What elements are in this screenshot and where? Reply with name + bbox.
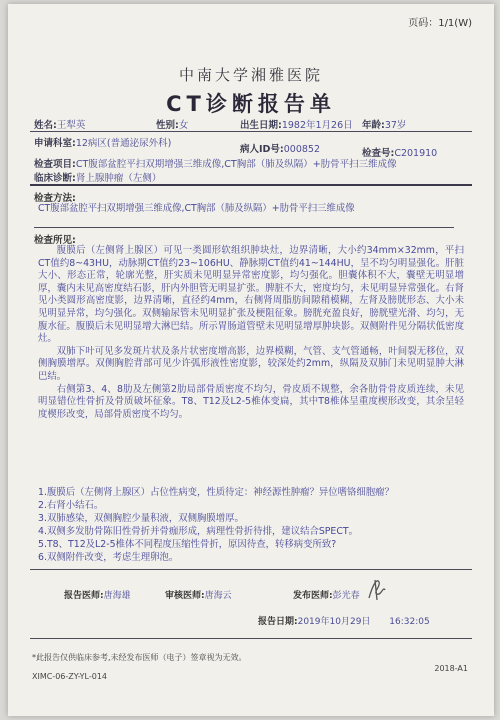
form-code: XIMC-06-ZY-YL-014 [32,672,107,681]
publish-doctor: 彭光春 [332,591,360,601]
diagnosis-label: 临床诊断: [34,173,76,184]
report-date-row [258,614,430,627]
report-doctor: 唐海雄 [103,591,131,601]
divider [30,638,472,639]
clinical-diagnosis: 肾上腺肿瘤（左侧） [75,173,162,184]
findings-text [38,245,464,421]
conclusion-item: 2.右肾小结石。 [38,500,104,511]
review-doctor: 唐海云 [204,591,232,601]
divider [30,569,472,570]
pid-label: 病人ID号: [240,144,284,155]
diagnosis-row [34,170,161,184]
hospital-name: 中南大学湘雅医院 [178,66,323,84]
pid-row [240,141,320,155]
divider-thick [30,184,472,186]
report-date: 2019年10月29日 [297,617,371,627]
patient-age-row [362,117,406,131]
divider [34,227,454,228]
report-date-label: 报告日期: [258,617,298,627]
conclusion-item: 3.双肺感染，双侧胸腔少量积液，双侧胸膜增厚。 [38,513,244,524]
conclusion-list [38,486,464,564]
patient-age: 37岁 [384,120,407,131]
findings-paragraph-abdomen: 腹膜后（左侧肾上腺区）可见一类圆形软组织肿块灶，边界清晰，大小约34mm×32mm，平扫CT值约8~43HU，动脉期CT值约23~106HU、静脉期CT值约41~144HU，呈不均匀明显强化。肝脏大小、形态正常，轮廓光整，肝实质未见明显异常密度影，均匀强化。胆囊体积不大，囊壁无明显增厚，囊内未见高密度结石影，肝内外胆管无明显扩张。脾脏不大，密度均匀，未见明显异常强化。右肾见小类圆形高密度影，边界清晰，直径约4mm，右侧肾周脂肪间隙稍模糊，左肾及膀胱形态、大小未见明显异常，均匀强化。双侧输尿管未见明显扩张及梗阻征象。膀胱充盈良好，膀胱壁光滑、均匀，无腹水征。腹膜后未见明显增大淋巴结。所示胃肠道管壁未见明显增厚肿块影。双侧附件见分隔状低密度灶。 [38,245,464,345]
handwritten-signature-icon [365,574,389,604]
disclaimer-note: *此报告仅供临床参考,未经发布医师（电子）签章视为无效。 [32,653,247,662]
sex-label: 性别: [156,120,179,131]
conclusion-item: 6.双侧附件改变，考虑生理卵泡。 [38,552,179,563]
publish-doctor-label: 发布医师: [293,591,333,601]
check-no-label: 检查号: [362,148,395,159]
items-row [34,156,397,170]
items-label: 检查项目: [34,159,76,170]
findings-paragraph-chest: 双肺下叶可见多发斑片状及条片状密度增高影，边界模糊，气管、支气管通畅，叶间裂无移位，双侧胸膜增厚。双侧胸腔背部可见少许弧形液性密度影，较深处约2mm，纵隔及双肺门未见明显肿大淋巴结。 [38,345,464,382]
dept-label: 申请科室: [34,138,76,149]
report-title: CT诊断报告单 [166,92,336,116]
check-no: C201910 [394,148,438,159]
patient-dob: 1982年1月26日 [281,120,353,131]
patient-sex: 女 [178,120,189,131]
form-version: 2018-A1 [434,664,468,673]
conclusion-item: 4.双侧多发肋骨陈旧性骨折并骨痂形成，病理性骨折待排，建议结合SPECT。 [38,526,358,537]
findings-label: 检查所见: [34,235,76,246]
name-label: 姓名: [34,120,57,131]
findings-paragraph-ribs: 右侧第3、4、8肋及左侧第2肋局部骨质密度不均匀，骨皮质不规整，余各肋骨骨皮质连续，未见明显错位性骨折及骨质破坏征象。T8、T12及L2-5椎体变扁，其中T8椎体呈重度楔形改变，其余呈轻度楔形改变，局部骨质密度不均匀。 [38,383,464,420]
page-number: 页码：1/1(W) [408,18,472,29]
patient-name-row [34,117,85,131]
report-doctor-label: 报告医师: [64,591,104,601]
report-paper [8,4,494,716]
conclusion-item: 1.腹膜后（左侧肾上腺区）占位性病变，性质待定：神经源性肿瘤？异位嗜铬细胞瘤？ [38,487,394,498]
age-label: 年龄: [362,120,385,131]
patient-name: 王犁英 [56,120,86,131]
method-text: CT腹部盆腔平扫双期增强三维成像,CT胸部（肺及纵隔）+肋骨平扫三维成像 [38,203,355,214]
method-label: 检查方法: [34,193,76,204]
report-doctor-row [64,588,131,601]
divider [30,131,472,132]
patient-sex-row [156,117,188,131]
publish-doctor-row [293,588,360,601]
patient-id: 000852 [283,144,320,155]
conclusion-item: 5.T8、T12及L2-5椎体不同程度压缩性骨折，原因待查，转移病变所致? [38,539,337,550]
review-doctor-row [165,588,232,601]
review-doctor-label: 审核医师: [165,591,205,601]
dob-label: 出生日期: [240,120,282,131]
dept-row [34,135,171,149]
check-items: CT腹部盆腔平扫双期增强三维成像,CT胸部（肺及纵隔）+肋骨平扫三维成像 [75,159,397,170]
report-time: 16:32:05 [389,617,430,627]
patient-dob-row [240,117,353,131]
request-dept: 12病区(普通泌尿外科) [75,138,172,149]
